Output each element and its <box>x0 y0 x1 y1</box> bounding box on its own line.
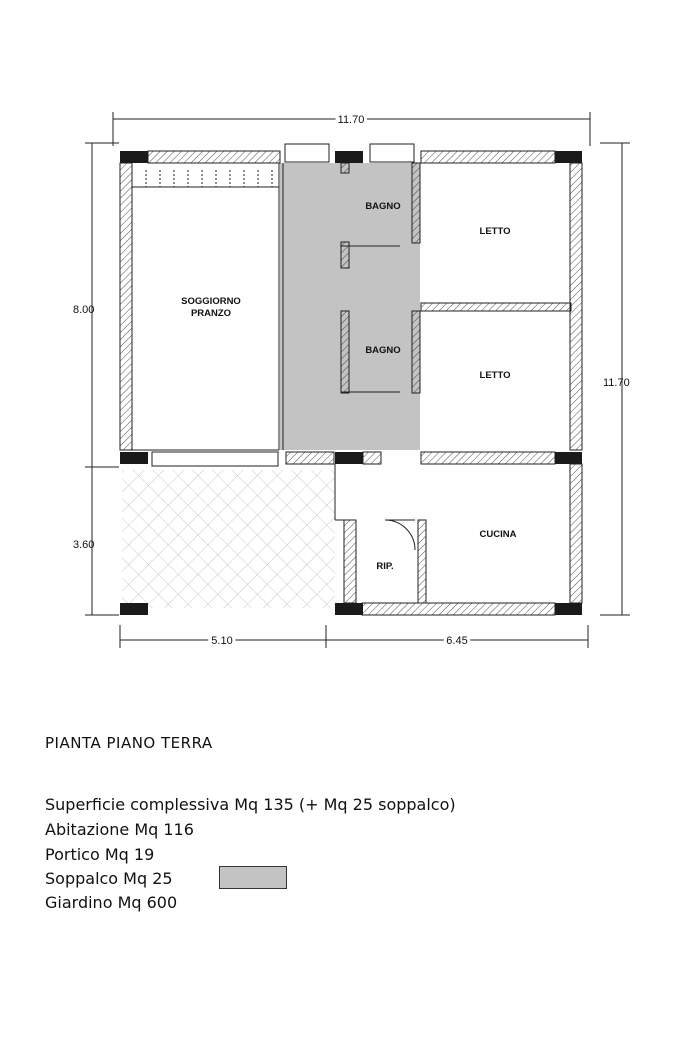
portico-area-line: Portico Mq 19 <box>45 845 155 864</box>
total-area-line: Superficie complessiva Mq 135 (+ Mq 25 soppalco) <box>45 795 456 814</box>
dim-bottom-left: 5.10 <box>211 635 233 647</box>
dim-left-lower: 3.60 <box>73 539 95 551</box>
dim-bottom-right: 6.45 <box>446 635 468 647</box>
room-kitchen-label: CUCINA <box>479 529 517 540</box>
room-bedroom-lower-label: LETTO <box>479 370 511 381</box>
dwelling-area-line: Abitazione Mq 116 <box>45 820 194 839</box>
dim-right-height: 11.70 <box>603 377 630 389</box>
soppalco-swatch <box>219 866 287 889</box>
garden-area-line: Giardino Mq 600 <box>45 893 178 912</box>
room-living-label: SOGGIORNO <box>181 296 241 307</box>
dim-left-upper: 8.00 <box>73 304 95 316</box>
portico-area <box>122 470 335 608</box>
soppalco-area-line: Soppalco Mq 25 <box>45 869 173 888</box>
room-storage-label: RIP. <box>376 561 394 572</box>
room-bath-upper-label: BAGNO <box>365 201 401 212</box>
room-bath-lower-label: BAGNO <box>365 345 401 356</box>
room-bedroom-upper-label: LETTO <box>479 226 511 237</box>
room-dining-label: PRANZO <box>190 308 232 319</box>
plan-title: PIANTA PIANO TERRA <box>45 734 213 752</box>
dim-top-width: 11.70 <box>337 114 365 126</box>
